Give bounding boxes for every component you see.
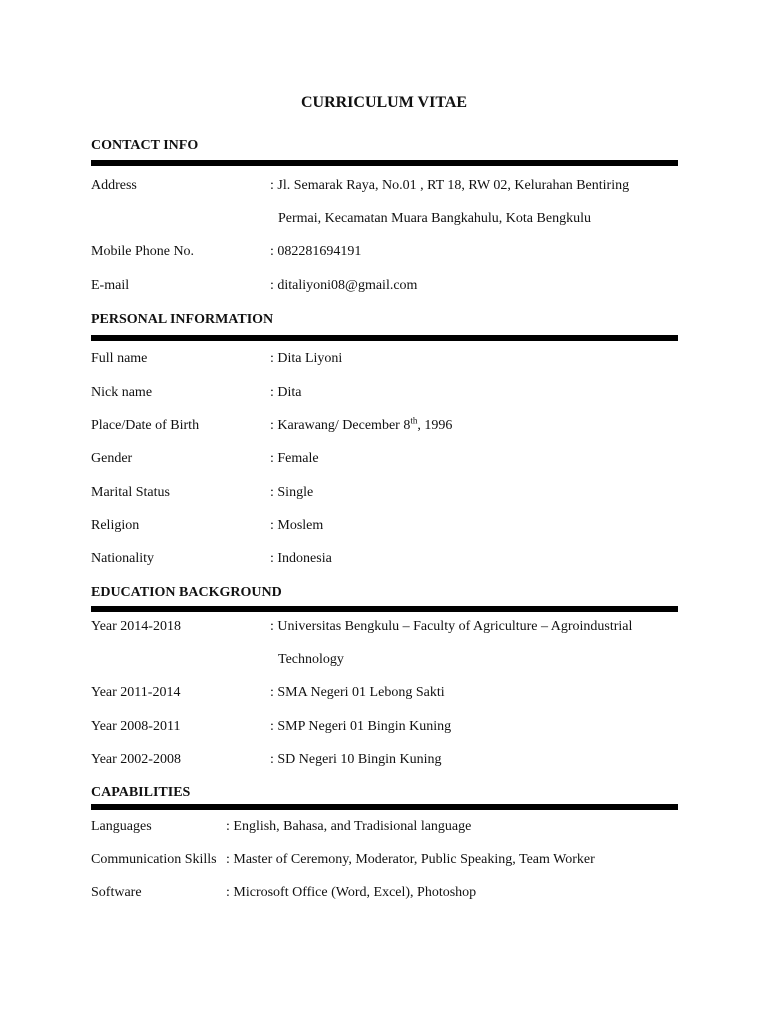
nationality-value: : Indonesia	[270, 551, 332, 566]
education-row-label: Year 2011-2014	[91, 685, 181, 700]
address-label: Address	[91, 178, 137, 193]
capability-row-value: : Microsoft Office (Word, Excel), Photoshop	[226, 885, 477, 900]
section-divider	[91, 160, 678, 166]
email-label: E-mail	[91, 278, 130, 293]
gender-value: : Female	[270, 451, 319, 466]
section-heading-education: EDUCATION BACKGROUND	[91, 585, 282, 600]
gender-label: Gender	[91, 451, 133, 466]
section-heading-contact: CONTACT INFO	[91, 138, 199, 153]
nationality-label: Nationality	[91, 551, 154, 566]
education-row-label: Year 2008-2011	[91, 719, 181, 734]
education-row-label: Year 2002-2008	[91, 752, 181, 767]
education-row-label: Year 2014-2018	[91, 619, 181, 634]
education-row-value: : SMP Negeri 01 Bingin Kuning	[270, 719, 452, 734]
fullname-label: Full name	[91, 351, 148, 366]
birth-value	[270, 417, 452, 435]
education-row-value-continued: Technology	[278, 652, 344, 667]
birth-value-text: : Karawang/ December 8	[270, 418, 411, 433]
fullname-value: : Dita Liyoni	[270, 351, 343, 366]
marital-value: : Single	[270, 485, 314, 500]
birth-value-year: , 1996	[417, 418, 453, 433]
education-row-value: : SMA Negeri 01 Lebong Sakti	[270, 685, 445, 700]
education-row-value: : Universitas Bengkulu – Faculty of Agriculture – Agroindustrial	[270, 619, 633, 634]
address-value-line2: Permai, Kecamatan Muara Bangkahulu, Kota Bengkulu	[278, 211, 591, 226]
birth-label: Place/Date of Birth	[91, 418, 200, 433]
capability-row-label: Software	[91, 885, 142, 900]
capability-row-value: : Master of Ceremony, Moderator, Public Speaking, Team Worker	[226, 852, 595, 867]
birth-value-ordinal: th	[410, 415, 418, 426]
section-heading-capabilities: CAPABILITIES	[91, 785, 191, 800]
section-divider	[91, 804, 678, 810]
phone-label: Mobile Phone No.	[91, 244, 195, 259]
capability-row-label: Languages	[91, 819, 152, 834]
capability-row-value: : English, Bahasa, and Tradisional language	[226, 819, 472, 834]
marital-label: Marital Status	[91, 485, 170, 500]
education-row-value: : SD Negeri 10 Bingin Kuning	[270, 752, 442, 767]
nickname-value: : Dita	[270, 385, 302, 400]
section-divider	[91, 606, 678, 612]
nickname-label: Nick name	[91, 385, 153, 400]
religion-label: Religion	[91, 518, 140, 533]
document-title: CURRICULUM VITAE	[300, 94, 468, 111]
email-value: : ditaliyoni08@gmail.com	[270, 278, 418, 293]
address-value-line1: : Jl. Semarak Raya, No.01 , RT 18, RW 02, Kelurahan Bentiring	[270, 178, 630, 193]
religion-value: : Moslem	[270, 518, 324, 533]
capability-row-label: Communication Skills	[91, 852, 217, 867]
section-heading-personal: PERSONAL INFORMATION	[91, 312, 274, 327]
phone-value: : 082281694191	[270, 244, 362, 259]
section-divider	[91, 335, 678, 341]
